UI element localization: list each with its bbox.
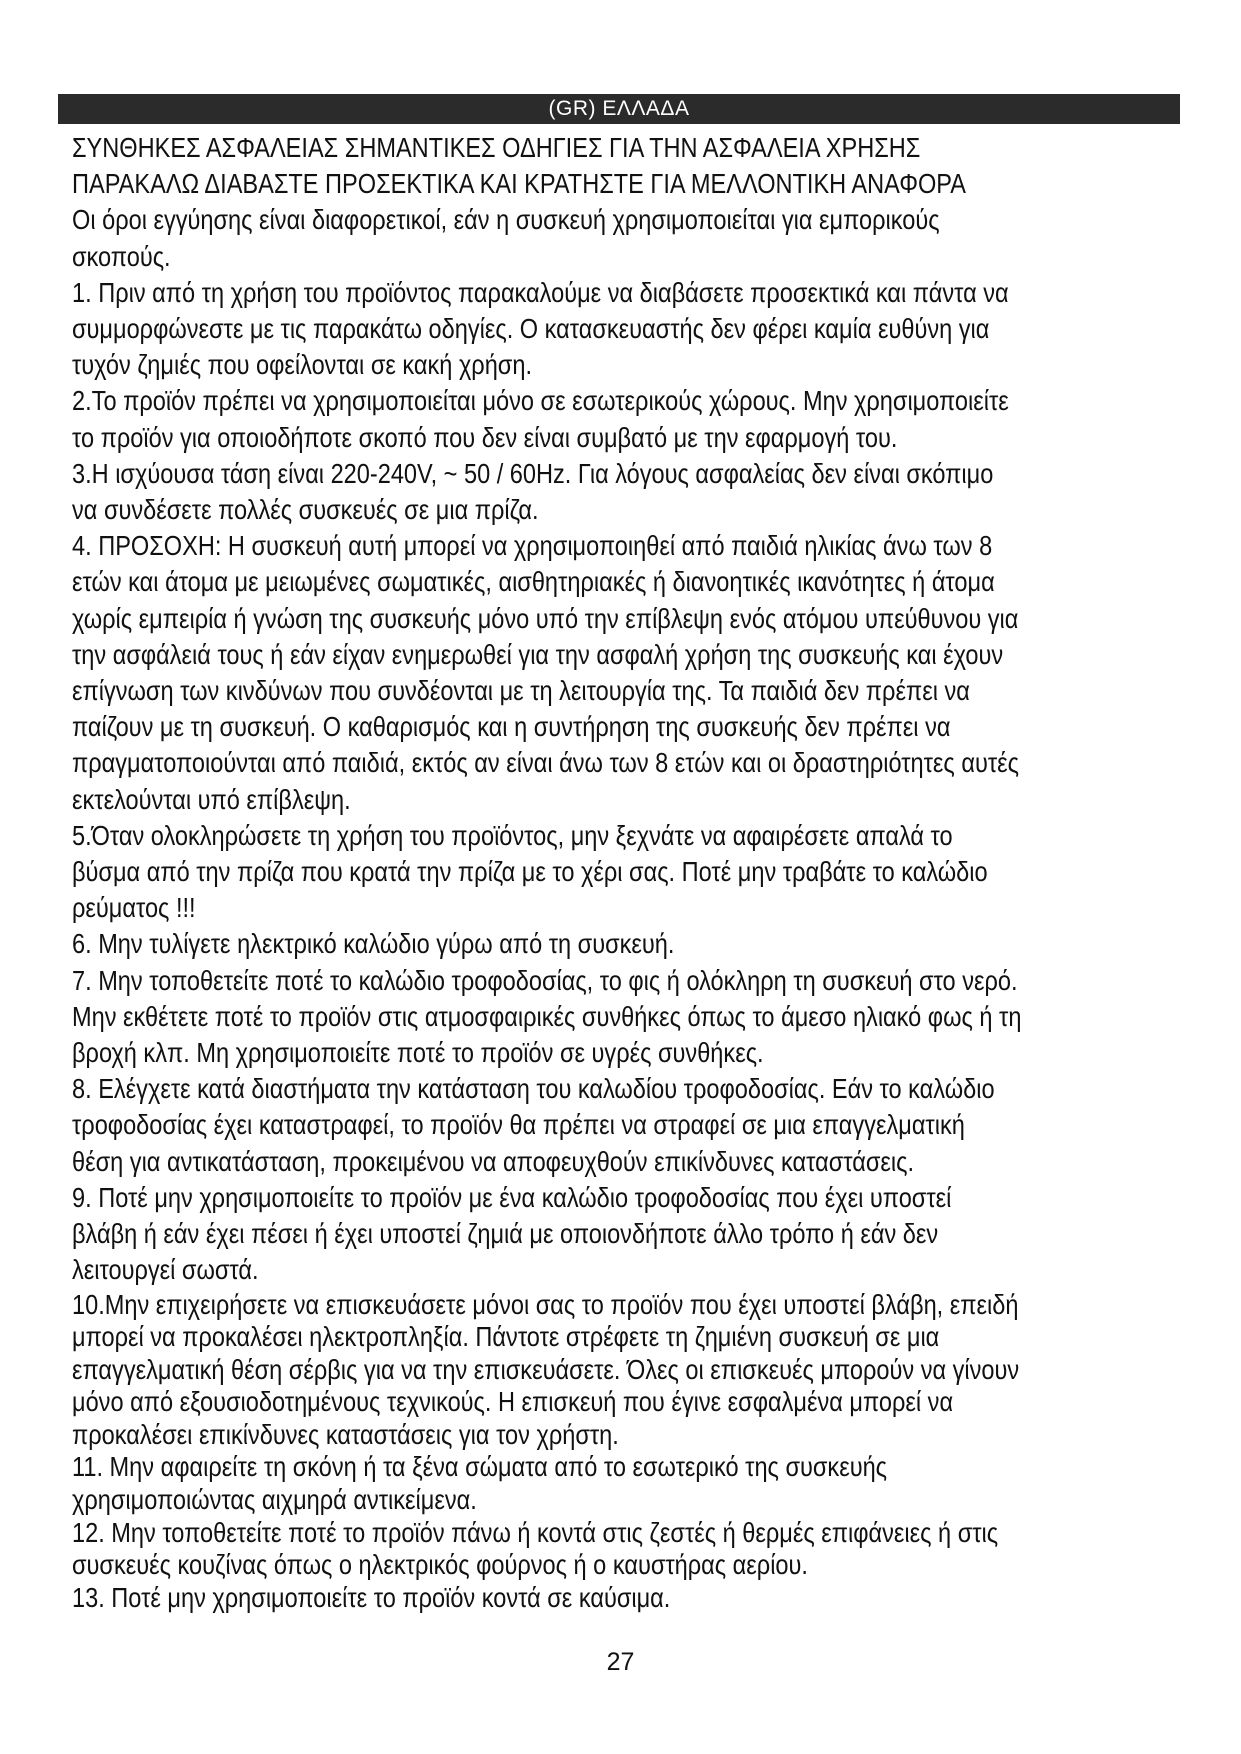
safety-instructions bbox=[72, 130, 1021, 1614]
instruction-7: 7. Μην τοποθετείτε ποτέ το καλώδιο τροφοδοσίας, το φις ή ολόκληρη τη συσκευή στο νερό. Μην εκθέτετε ποτέ το προϊόν στις ατμοσφαιρικές συνθήκες όπως το άμεσο ηλιακό φως ή τη βροχή κλπ. Μη χρησιμοποιείτε ποτέ το προϊόν σε υγρές συνθήκες. bbox=[72, 964, 1022, 1069]
instruction-12: 12. Μην τοποθετείτε ποτέ το προϊόν πάνω ή κοντά στις ζεστές ή θερμές επιφάνειες ή στις συσκευές κουζίνας όπως ο ηλεκτρικός φούρνος ή ο καυστήρας αερίου. bbox=[72, 1516, 999, 1581]
page-number: 27 bbox=[606, 1648, 635, 1676]
instruction-8: 8. Ελέγχετε κατά διαστήματα την κατάσταση του καλωδίου τροφοδοσίας. Εάν το καλώδιο τροφοδοσίας έχει καταστραφεί, το προϊόν θα πρέπει να στραφεί σε μια επαγγελματική θέση για αντικατάσταση, προκειμένου να αποφευχθούν επικίνδυνες καταστάσεις. bbox=[72, 1073, 995, 1177]
instruction-11: 11. Μην αφαιρείτε τη σκόνη ή τα ξένα σώματα από το εσωτερικό της συσκευής χρησιμοποιώντας αιχμηρά αντικείμενα. bbox=[72, 1451, 888, 1516]
instruction-4: 4. ΠΡΟΣΟΧΗ: Η συσκευή αυτή μπορεί να χρησιμοποιηθεί από παιδιά ηλικίας άνω των 8 ετών και άτομα με μειωμένες σωματικές, αισθητηριακές ή διανοητικές ικανότητες ή άτομα χωρίς εμπειρία ή γνώση της συσκευής μόνο υπό την επίβλεψη ενός ατόμου υπεύθυνου για την ασφάλειά τους ή εάν είχαν ενημερωθεί για την ασφαλή χρήση της συσκευής και έχουν επίγνωση των κινδύνων που συνδέονται με τη λειτουργία της. Τα παιδιά δεν πρέπει να παίζουν με τη συσκευή. Ο καθαρισμός και η συντήρηση της συσκευής δεν πρέπει να πραγματοποιούνται από παιδιά, εκτός αν είναι άνω των 8 ετών και οι δραστηριότητες αυτές εκτελούνται υπό επίβλεψη. bbox=[72, 530, 1019, 815]
intro-paragraph: Οι όροι εγγύησης είναι διαφορετικοί, εάν η συσκευή χρησιμοποιείται για εμπορικούς σκοπούς. bbox=[72, 204, 940, 272]
instruction-1: 1. Πριν από τη χρήση του προϊόντος παρακαλούμε να διαβάσετε προσεκτικά και πάντα να συμμορφώνεστε με τις παρακάτω οδηγίες. Ο κατασκευαστής δεν φέρει καμία ευθύνη για τυχόν ζημιές που οφείλονται σε κακή χρήση. bbox=[72, 276, 1009, 381]
title-line-1: ΣΥΝΘΗΚΕΣ ΑΣΦΑΛΕΙΑΣ ΣΗΜΑΝΤΙΚΕΣ ΟΔΗΓΙΕΣ ΓΙΑ ΤΗΝ ΑΣΦΑΛΕΙΑ ΧΡΗΣΗΣ bbox=[72, 132, 921, 163]
instruction-13: 13. Ποτέ μην χρησιμοποιείτε το προϊόν κοντά σε καύσιμα. bbox=[72, 1581, 671, 1613]
instruction-6: 6. Μην τυλίγετε ηλεκτρικό καλώδιο γύρω από τη συσκευή. bbox=[72, 928, 675, 960]
language-header-bar: (GR) ΕΛΛΑΔΑ bbox=[58, 94, 1180, 124]
instruction-10: 10.Μην επιχειρήσετε να επισκευάσετε μόνοι σας το προϊόν που έχει υποστεί βλάβη, επειδή μπορεί να προκαλέσει ηλεκτροπληξία. Πάντοτε στρέφετε τη ζημιένη συσκευή σε μια επαγγελματική θέση σέρβις για να την επισκευάσετε. Όλες οι επισκευές μπορούν να γίνουν μόνο από εξουσιοδοτημένους τεχνικούς. Η επισκευή που έγινε εσφαλμένα μπορεί να προκαλέσει επικίνδυνες καταστάσεις για τον χρήστη. bbox=[72, 1288, 1020, 1450]
instruction-5: 5.Όταν ολοκληρώσετε τη χρήση του προϊόντος, μην ξεχνάτε να αφαιρέσετε απαλά το βύσμα από την πρίζα που κρατά την πρίζα με το χέρι σας. Ποτέ μην τραβάτε το καλώδιο ρεύματος !!! bbox=[72, 819, 988, 924]
instruction-9: 9. Ποτέ μην χρησιμοποιείτε το προϊόν με ένα καλώδιο τροφοδοσίας που έχει υποστεί βλάβη ή εάν έχει πέσει ή έχει υποστεί ζημιά με οποιονδήποτε άλλο τρόπο ή εάν δεν λειτουργεί σωστά. bbox=[72, 1181, 952, 1286]
instruction-2: 2.Το προϊόν πρέπει να χρησιμοποιείται μόνο σε εσωτερικούς χώρους. Μην χρησιμοποιείτε το προϊόν για οποιοδήποτε σκοπό που δεν είναι συμβατό με την εφαρμογή του. bbox=[72, 385, 1009, 453]
title-line-2: ΠΑΡΑΚΑΛΩ ΔΙΑΒΑΣΤΕ ΠΡΟΣΕΚΤΙΚΑ ΚΑΙ ΚΡΑΤΗΣΤΕ ΓΙΑ ΜΕΛΛΟΝΤΙΚΗ ΑΝΑΦΟΡΑ bbox=[72, 168, 966, 200]
instruction-3: 3.Η ισχύουσα τάση είναι 220-240V, ~ 50 / 60Hz. Για λόγους ασφαλείας δεν είναι σκόπιμο να συνδέσετε πολλές συσκευές σε μια πρίζα. bbox=[72, 457, 994, 526]
